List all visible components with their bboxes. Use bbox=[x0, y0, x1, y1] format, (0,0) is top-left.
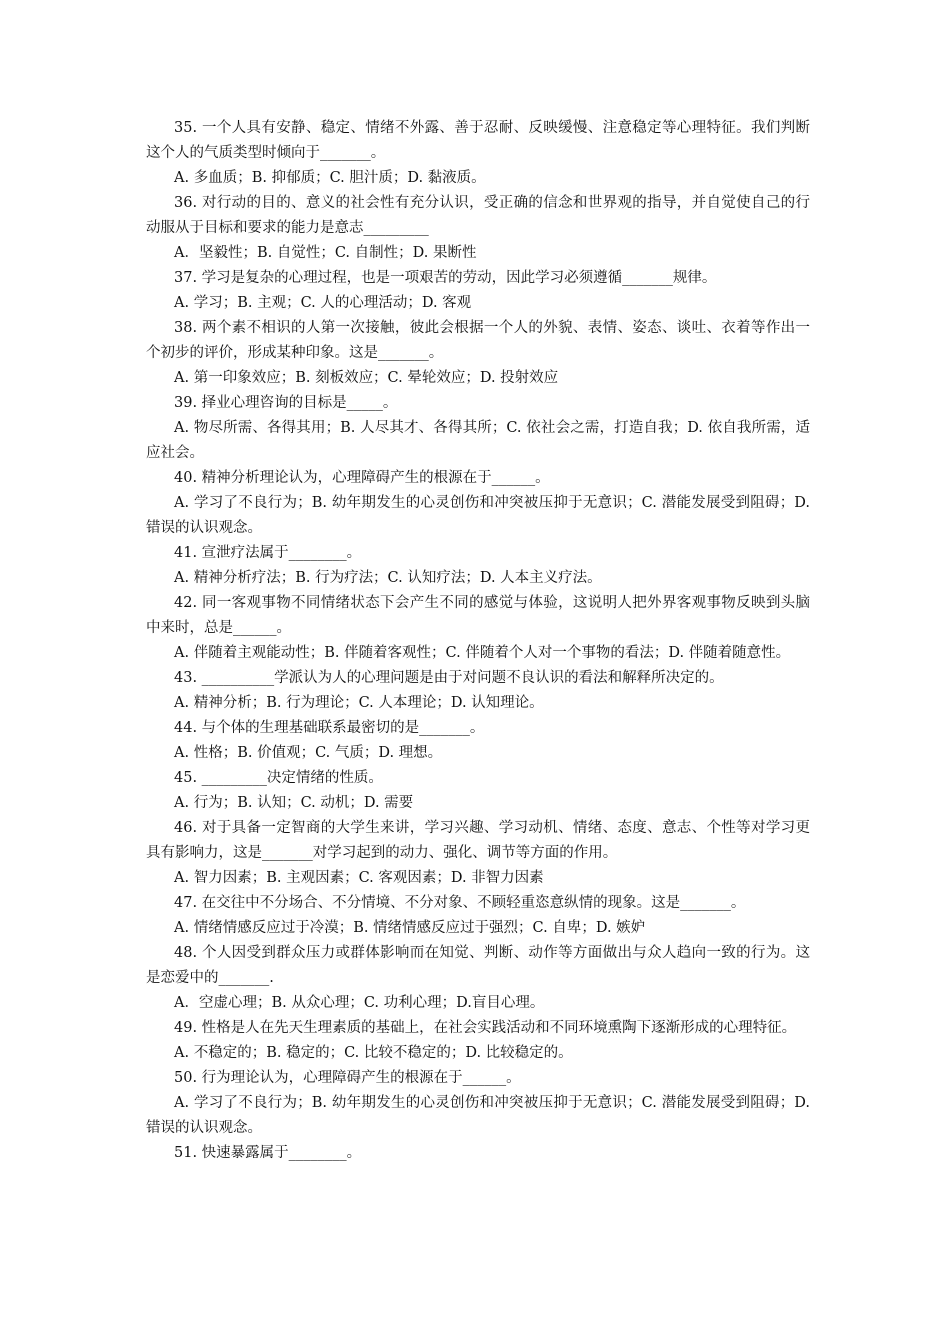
question-39-options: A. 物尽所需、各得其用；B. 人尽其才、各得其所；C. 依社会之需，打造自我；D. 依自我所需，适应社会。 bbox=[146, 420, 810, 461]
question-35-options: A. 多血质；B. 抑郁质；C. 胆汁质；D. 黏液质。 bbox=[174, 170, 486, 186]
question-50-options: A. 学习了不良行为；B. 幼年期发生的心灵创伤和冲突被压抑于无意识；C. 潜能发展受到阻碍；D. 错误的认识观念。 bbox=[146, 1095, 810, 1136]
question-50-stem: 50. 行为理论认为，心理障碍产生的根源在于______。 bbox=[174, 1070, 521, 1086]
question-38-options: A. 第一印象效应；B. 刻板效应；C. 晕轮效应；D. 投射效应 bbox=[174, 370, 559, 386]
question-39-stem: 39. 择业心理咨询的目标是_____。 bbox=[174, 395, 398, 411]
question-40-stem: 40. 精神分析理论认为，心理障碍产生的根源在于______。 bbox=[174, 470, 550, 486]
document-page bbox=[146, 116, 810, 1166]
question-47-options: A. 情绪情感反应过于冷漠；B. 情绪情感反应过于强烈；C. 自卑；D. 嫉妒 bbox=[174, 920, 646, 936]
question-43-options: A. 精神分析；B. 行为理论；C. 人本理论；D. 认知理论。 bbox=[174, 695, 544, 711]
question-42-options: A. 伴随着主观能动性；B. 伴随着客观性；C. 伴随着个人对一个事物的看法；D. 伴随着随意性。 bbox=[174, 645, 791, 661]
question-51-stem: 51. 快速暴露属于________。 bbox=[174, 1145, 362, 1161]
question-49-stem: 49. 性格是人在先天生理素质的基础上，在社会实践活动和不同环境熏陶下逐渐形成的心理特征。 bbox=[174, 1020, 797, 1036]
question-37-stem: 37. 学习是复杂的心理过程，也是一项艰苦的劳动，因此学习必须遵循_______规律。 bbox=[174, 270, 717, 286]
question-48-stem: 48. 个人因受到群众压力或群体影响而在知觉、判断、动作等方面做出与众人趋向一致的行为。这是恋爱中的_______. bbox=[146, 945, 810, 986]
question-47-stem: 47. 在交往中不分场合、不分情境、不分对象、不顾轻重恣意纵情的现象。这是_______。 bbox=[174, 895, 746, 911]
question-46-stem: 46. 对于具备一定智商的大学生来讲，学习兴趣、学习动机、情绪、态度、意志、个性等对学习更具有影响力，这是_______对学习起到的动力、强化、调节等方面的作用。 bbox=[146, 820, 810, 861]
question-49-options: A. 不稳定的；B. 稳定的；C. 比较不稳定的；D. 比较稳定的。 bbox=[174, 1045, 573, 1061]
question-35-stem: 35. 一个人具有安静、稳定、情绪不外露、善于忍耐、反映缓慢、注意稳定等心理特征。我们判断这个人的气质类型时倾向于_______。 bbox=[146, 120, 810, 161]
question-48-options: A．空虚心理；B. 从众心理；C. 功利心理；D.盲目心理。 bbox=[174, 995, 545, 1011]
question-45-stem: 45. _________决定情绪的性质。 bbox=[174, 770, 383, 786]
question-36-options: A．坚毅性；B. 自觉性；C. 自制性；D. 果断性 bbox=[174, 245, 477, 261]
question-40-options: A. 学习了不良行为；B. 幼年期发生的心灵创伤和冲突被压抑于无意识；C. 潜能发展受到阻碍；D. 错误的认识观念。 bbox=[146, 495, 810, 536]
question-44-options: A. 性格；B. 价值观；C. 气质；D. 理想。 bbox=[174, 745, 443, 761]
question-42-stem: 42. 同一客观事物不同情绪状态下会产生不同的感觉与体验，这说明人把外界客观事物反映到头脑中来时，总是______。 bbox=[146, 595, 810, 636]
question-36-stem: 36. 对行动的目的、意义的社会性有充分认识，受正确的信念和世界观的指导，并自觉使自己的行动服从于目标和要求的能力是意志_________ bbox=[146, 195, 810, 236]
question-45-options: A. 行为；B. 认知；C. 动机；D. 需要 bbox=[174, 795, 414, 811]
question-41-stem: 41. 宣泄疗法属于________。 bbox=[174, 545, 362, 561]
question-43-stem: 43. __________学派认为人的心理问题是由于对问题不良认识的看法和解释所决定的。 bbox=[174, 670, 724, 686]
question-41-options: A. 精神分析疗法；B. 行为疗法；C. 认知疗法；D. 人本主义疗法。 bbox=[174, 570, 602, 586]
question-44-stem: 44. 与个体的生理基础联系最密切的是_______。 bbox=[174, 720, 485, 736]
question-38-stem: 38. 两个素不相识的人第一次接触，彼此会根据一个人的外貌、表情、姿态、谈吐、衣着等作出一个初步的评价，形成某种印象。这是_______。 bbox=[146, 320, 810, 361]
question-46-options: A. 智力因素；B. 主观因素；C. 客观因素；D. 非智力因素 bbox=[174, 870, 544, 886]
question-37-options: A. 学习；B. 主观；C. 人的心理活动；D. 客观 bbox=[174, 295, 472, 311]
